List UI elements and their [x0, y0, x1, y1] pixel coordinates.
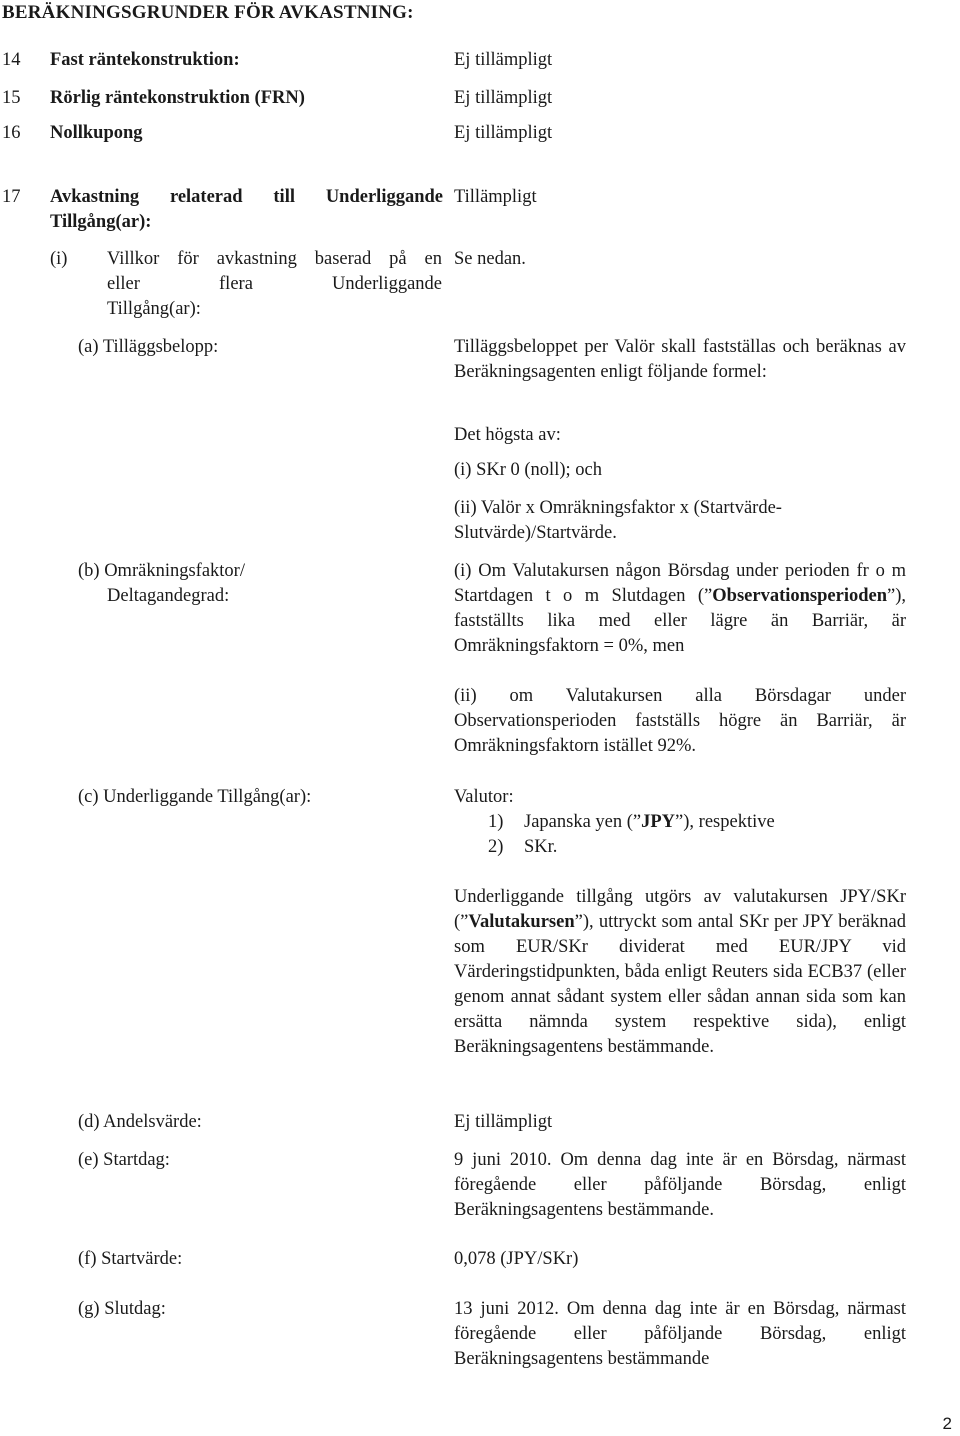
label-conversion-factor: (b) Omräkningsfaktor/	[78, 561, 245, 581]
text-currencies-heading: Valutor:	[454, 787, 514, 807]
label-start-value: (f) Startvärde:	[78, 1249, 183, 1269]
item-label-floating-rate: Rörlig räntekonstruktion (FRN)	[50, 88, 305, 108]
list-item-jpy: Japanska yen (”JPY”), respektive	[524, 812, 775, 832]
item-value-fixed-rate: Ej tillämpligt	[454, 50, 553, 70]
term-observation-period: Observationsperioden	[712, 586, 887, 606]
list-number-1: 1)	[488, 812, 504, 832]
label-start-date: (e) Startdag:	[78, 1150, 170, 1170]
term-jpy: JPY	[641, 812, 676, 832]
text-underlying-description: Underliggande tillgång utgörs av valutakursen JPY/SKr (”Valutakursen”), uttryckt som antal SKr per JPY beräknad som EUR/SKr dividerat med EUR/JPY vid Värderingstidpunkten, båda enligt Reuters sida ECB37 (eller genom annat sådant system eller sådan annan sida som kan ersätta nämnda system respektive sida), enligt Beräkningsagentens bestämmande.	[454, 887, 906, 1057]
value-start-value: 0,078 (JPY/SKr)	[454, 1249, 579, 1269]
label-underlying-assets: (c) Underliggande Tillgång(ar):	[78, 787, 312, 807]
value-start-date: 9 juni 2010. Om denna dag inte är en Börsdag, närmast föregående eller påföljande Börsdag, enligt Beräkningsagentens bestämmande.	[454, 1150, 906, 1220]
item-value-zero-coupon: Ej tillämpligt	[454, 123, 553, 143]
text-conversion-factor-rule-2: (ii) om Valutakursen alla Börsdagar under Observationsperioden fastställs högre än Barriär, är Omräkningsfaktorn istället 92%.	[454, 686, 906, 756]
item-value-underlying-return: Tillämpligt	[454, 187, 537, 207]
text-option-2-line1: (ii) Valör x Omräkningsfaktor x (Startvärde-	[454, 498, 782, 518]
item-number-16: 16	[2, 123, 21, 143]
text-option-2-line2: Slutvärde)/Startvärde.	[454, 523, 617, 543]
section-heading: BERÄKNINGSGRUNDER FÖR AVKASTNING:	[2, 2, 414, 23]
item-label-underlying-return: Avkastning relaterad till Underliggande	[50, 187, 443, 207]
list-item-skr: SKr.	[524, 837, 558, 857]
label-participation-rate: Deltagandegrad:	[107, 586, 230, 606]
label-end-date: (g) Slutdag:	[78, 1299, 166, 1319]
item-value-floating-rate: Ej tillämpligt	[454, 88, 553, 108]
page-number: 2	[942, 1414, 952, 1433]
value-end-date: 13 juni 2012. Om denna dag inte är en Börsdag, närmast föregående eller påföljande Börsdag, enligt Beräkningsagentens bestämmande	[454, 1299, 906, 1369]
sub-item-value: Se nedan.	[454, 249, 526, 269]
list-number-2: 2)	[488, 837, 504, 857]
label-unit-value: (d) Andelsvärde:	[78, 1112, 202, 1132]
item-number-15: 15	[2, 88, 21, 108]
term-exchange-rate: Valutakursen	[468, 912, 575, 932]
text-conversion-factor-rule-1: (i) Om Valutakursen någon Börsdag under perioden fr o m Startdagen t o m Slutdagen (”Observationsperioden”), fastställts lika med eller lägre än Barriär, är Omräkningsfaktorn = 0%, men	[454, 561, 906, 656]
sub-item-label-line1: Villkor för avkastning baserad på en	[107, 249, 442, 269]
item-label-fixed-rate: Fast räntekonstruktion:	[50, 50, 240, 70]
label-additional-amount: (a) Tilläggsbelopp:	[78, 337, 219, 357]
item-number-14: 14	[2, 50, 21, 70]
value-unit-value: Ej tillämpligt	[454, 1112, 553, 1132]
sub-item-marker-i: (i)	[50, 249, 68, 269]
item-number-17: 17	[2, 187, 21, 207]
sub-item-label-line3: Tillgång(ar):	[107, 299, 201, 319]
item-label-underlying-return-cont: Tillgång(ar):	[50, 212, 152, 232]
text-additional-amount: Tilläggsbeloppet per Valör skall fastställas och beräknas av Beräkningsagenten enligt följande formel:	[454, 337, 906, 382]
item-label-zero-coupon: Nollkupong	[50, 123, 143, 143]
text-option-1: (i) SKr 0 (noll); och	[454, 460, 602, 480]
text-highest-of: Det högsta av:	[454, 425, 561, 445]
sub-item-label-line2: eller flera Underliggande	[107, 274, 442, 294]
